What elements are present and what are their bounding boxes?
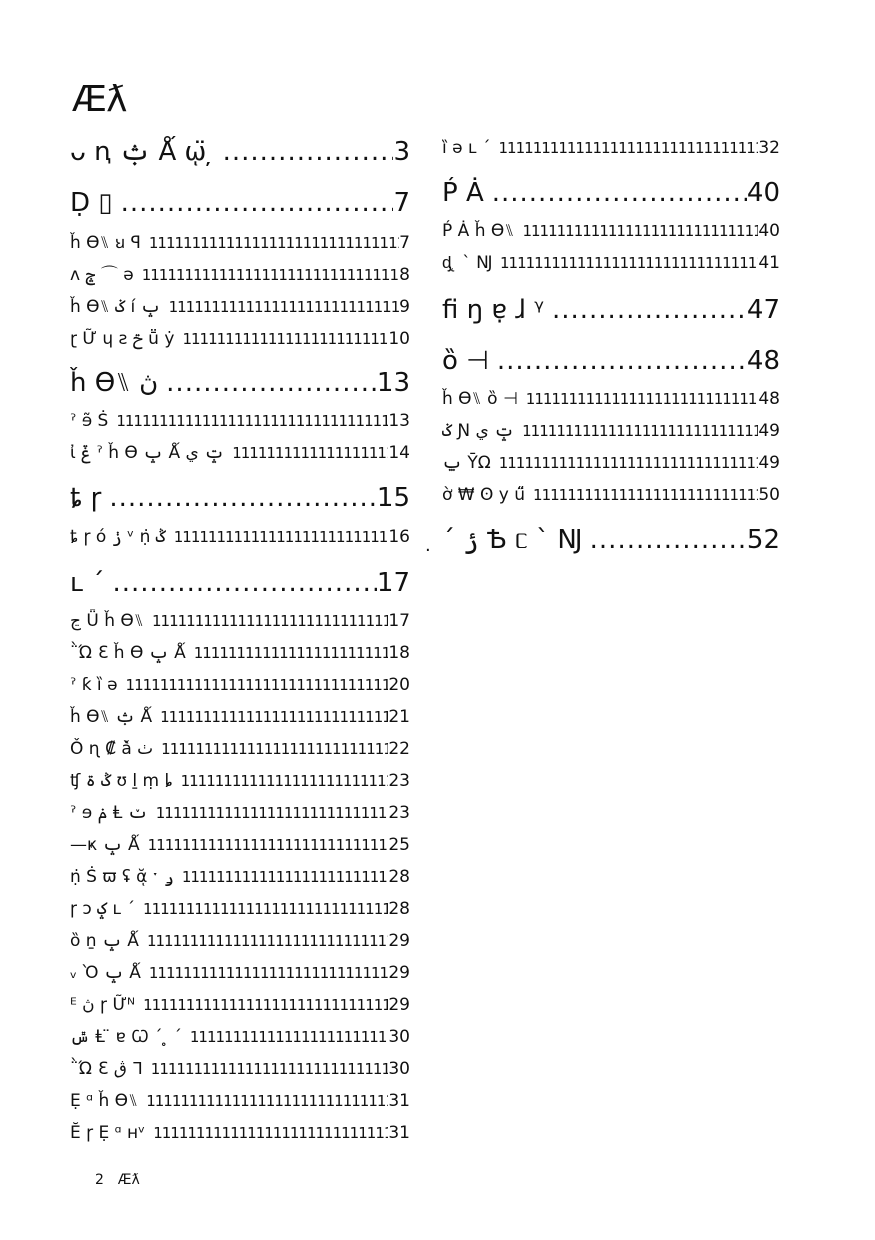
toc-leader (232, 441, 388, 465)
toc-leader (156, 801, 389, 825)
toc-subentry[interactable] (442, 483, 780, 507)
toc-leader (181, 769, 389, 793)
toc-subentry[interactable] (70, 609, 410, 633)
page-title: Æƛ (72, 79, 127, 120)
toc-page-number: 48 (758, 389, 780, 409)
toc-page-number: 25 (388, 835, 410, 855)
toc-leader (166, 366, 377, 400)
toc-page-number: 31 (388, 1123, 410, 1143)
toc-entry-label: ṇ̇ Ṡ ϖ ʢ ᾰͅ ˑ ݛ (70, 867, 174, 887)
toc-page-number: 41 (758, 253, 780, 273)
toc-leader (182, 865, 389, 889)
toc-entry-label: ȟ Ɵ⑊ ݑ Ǻ (70, 707, 153, 727)
toc-leader (149, 231, 399, 255)
toc-page-number: 23 (388, 803, 410, 823)
toc-page-number: 14 (388, 443, 410, 463)
stray-mark: · (425, 540, 431, 561)
toc-subentry[interactable] (70, 1089, 410, 1113)
toc-entry-label: ʟ ˊ (70, 568, 105, 598)
toc-leader (522, 419, 758, 443)
toc-page-number: 20 (388, 675, 410, 695)
toc-leader (142, 263, 399, 287)
toc-entry-label: ờ ₩ ʘ y ű̈ (442, 485, 526, 505)
toc-entry-label: ɼ ɔ ݤ ʟ ˊ (70, 899, 136, 919)
toc-page-number: 18 (388, 643, 410, 663)
toc-section-entry[interactable] (442, 523, 780, 557)
toc-entry-label: ῭Ώ Ɛ ڨ ᒣ (70, 1059, 143, 1079)
toc-section-entry[interactable] (442, 293, 780, 327)
toc-leader (147, 929, 388, 953)
toc-entry-label: Ǒ ɳ ₡ ǎ̀ ٺ (70, 739, 154, 759)
toc-leader (149, 961, 388, 985)
toc-entry-label: ȟ Ɵ⑊ ꞟ ꟼ (70, 233, 141, 253)
toc-leader (174, 525, 389, 549)
toc-entry-label: ڃ Ǖ ȟ Ɵ⑊ (70, 611, 144, 631)
toc-leader (148, 833, 389, 857)
toc-entry-label: ˀ ɘ ݥ Ⱡ ݖ (70, 803, 148, 823)
toc-leader (522, 219, 758, 243)
toc-subentry[interactable] (70, 673, 410, 697)
toc-entry-label: ˀ ƙ ȉ ə (70, 675, 118, 695)
toc-entry-label: Ṕ Ȧ ȟ Ɵ⑊ (442, 221, 515, 241)
toc-page-number: 8 (399, 265, 410, 285)
toc-subentry[interactable] (442, 387, 780, 411)
toc-subentry[interactable] (70, 441, 410, 465)
toc-leader (497, 344, 747, 378)
toc-page-number: 16 (388, 527, 410, 547)
toc-entry-label: ȍ ṉ ݒ Ǻ (70, 931, 139, 951)
toc-leader (223, 135, 394, 169)
toc-leader (161, 737, 388, 761)
toc-subentry[interactable] (70, 929, 410, 953)
toc-leader (190, 1025, 388, 1049)
toc-entry-label: ȶ ɼ (70, 483, 102, 513)
toc-entry-label: ݢ Ɲ ݓ ي (442, 421, 515, 441)
toc-entry-label: ȟ Ɵ⑊ ڽ (70, 368, 159, 398)
toc-entry-label: —ҝ ݒ Ǻ (70, 835, 140, 855)
toc-subentry[interactable] (70, 327, 410, 351)
toc-leader (526, 387, 759, 411)
toc-leader (182, 327, 388, 351)
toc-entry-label: ȉ ə ʟ ˊ (442, 138, 491, 158)
toc-subentry[interactable] (70, 897, 410, 921)
toc-page-number: 13 (376, 368, 410, 398)
toc-page-number: 22 (388, 739, 410, 759)
toc-subentry[interactable] (70, 231, 410, 255)
toc-subentry[interactable] (70, 1057, 410, 1081)
toc-leader (533, 483, 758, 507)
toc-leader (143, 897, 388, 921)
toc-subentry[interactable] (70, 833, 410, 857)
toc-leader (499, 451, 759, 475)
toc-leader (552, 293, 747, 327)
toc-section-entry[interactable] (70, 135, 410, 169)
toc-entry-label: ᶁ ̨ ˋ Ǌ (442, 253, 492, 273)
toc-page-number: 47 (746, 295, 780, 325)
toc-subentry[interactable] (70, 993, 410, 1017)
toc-page-number: 7 (393, 188, 410, 218)
toc-page-number: 17 (376, 568, 410, 598)
toc-subentry[interactable] (70, 641, 410, 665)
page-footer (95, 1172, 140, 1188)
toc-subentry[interactable] (442, 419, 780, 443)
toc-subentry[interactable] (70, 865, 410, 889)
toc-subentry[interactable] (442, 451, 780, 475)
toc-subentry[interactable] (70, 295, 410, 319)
toc-leader (499, 136, 759, 160)
toc-entry-label: ᴧ ݘ ⌒ ə (70, 265, 134, 285)
toc-leader (500, 251, 758, 275)
toc-entry-label: ȟ Ɵ⑊ ȍ ⊣ (442, 389, 518, 409)
toc-page-number: 15 (376, 483, 410, 513)
toc-leader (109, 481, 377, 515)
toc-section-entry[interactable] (70, 186, 410, 220)
toc-entry-label: ﬁ ŋ ɐ̣ ɺ ᵞ (442, 295, 544, 325)
toc-page-number: 30 (388, 1059, 410, 1079)
toc-page-number: 28 (388, 867, 410, 887)
toc-leader (152, 609, 388, 633)
toc-entry-label: ݐ ῩΩ (442, 453, 491, 473)
toc-page-number: 23 (388, 771, 410, 791)
footer-running-title: Æƛ (117, 1172, 140, 1188)
toc-page-number: 29 (388, 931, 410, 951)
toc-entry-label: ˀ ɘ̃ Ṡ (70, 411, 109, 431)
toc-leader (126, 673, 389, 697)
toc-subentry[interactable] (70, 769, 410, 793)
footer-page-number: 2 (95, 1172, 104, 1188)
toc-subentry[interactable] (70, 961, 410, 985)
toc-entry-label: Ẹ ᵅ ȟ Ɵ⑊ (70, 1091, 139, 1111)
toc-leader (116, 409, 388, 433)
toc-entry-label: ῭Ώ Ɛ ȟ Ɵ ݒ Ǻ (70, 643, 186, 663)
toc-entry-label: ȟ Ɵ⑊ ݢ í ݒ (70, 297, 161, 317)
toc-subentry[interactable] (70, 1121, 410, 1145)
toc-page-number: 49 (758, 421, 780, 441)
toc-section-entry[interactable] (442, 344, 780, 378)
toc-entry-label: Ṕ Ȧ (442, 178, 484, 208)
toc-page-number: 7 (399, 233, 410, 253)
toc-page-number: 40 (758, 221, 780, 241)
toc-page-number: 10 (388, 329, 410, 349)
toc-page-number: 29 (388, 963, 410, 983)
toc-page-number: 50 (758, 485, 780, 505)
toc-entry-label: ᴱ ڽ ɼ Ữᴺ (70, 995, 136, 1015)
toc-entry-label: ɽ Ữ ɥ ƨ ݗ ṻ ẏ (70, 329, 175, 349)
toc-subentry[interactable] (70, 801, 410, 825)
toc-page-number: 21 (388, 707, 410, 727)
toc-leader (121, 186, 394, 220)
toc-leader (590, 523, 747, 557)
toc-entry-label: ȍ ⊣ (442, 346, 489, 376)
toc-page-number: 31 (388, 1091, 410, 1111)
toc-subentry[interactable] (442, 136, 780, 160)
toc-page-number: 30 (388, 1027, 410, 1047)
toc-leader (146, 1089, 388, 1113)
toc-page-number: 29 (388, 995, 410, 1015)
toc-leader (160, 705, 388, 729)
toc-entry-label: Ḍ ▯ (70, 188, 113, 218)
toc-entry-label: ʧ ݣ ۃ ʊ ḻ ṃ ȴ (70, 771, 173, 791)
toc-subentry[interactable] (442, 219, 780, 243)
toc-subentry[interactable] (70, 263, 410, 287)
toc-leader (153, 1121, 388, 1145)
toc-page-number: 52 (746, 525, 780, 555)
toc-section-entry[interactable] (70, 566, 410, 600)
toc-entry-label: ȶ ɼ ó ݫ ᵛ ṇ̇ ݣ (70, 527, 166, 547)
toc-page-number: 49 (758, 453, 780, 473)
toc-entry-label: ᴗ ꞑ ݑ Ǻ ῳ̈ ̦ (70, 137, 215, 167)
toc-subentry[interactable] (70, 409, 410, 433)
toc-entry-label: ᵥ Ὸ ݒ Ǻ (70, 963, 141, 983)
toc-entry-label: ݜ Ⱡ ̈ ɐ Ꞷ ˊ ̥ ˊ (70, 1027, 182, 1047)
toc-section-entry[interactable] (70, 481, 410, 515)
toc-section-entry[interactable] (442, 176, 780, 210)
toc-leader (194, 641, 389, 665)
toc-page-number: 13 (388, 411, 410, 431)
toc-subentry[interactable] (70, 1025, 410, 1049)
toc-section-entry[interactable] (70, 366, 410, 400)
toc-page-number: 9 (399, 297, 410, 317)
toc-subentry[interactable] (442, 251, 780, 275)
toc-page-number: 17 (388, 611, 410, 631)
toc-page-number: 48 (746, 346, 780, 376)
toc-page-number: 3 (393, 137, 410, 167)
toc-entry-label: Ĕ ɼ Ẹ ᵅ ʜᵛ (70, 1123, 146, 1143)
toc-leader (169, 295, 400, 319)
toc-subentry[interactable] (70, 705, 410, 729)
toc-entry-label: ἰ ݞ ˀ ȟ Ɵ ݒ Ǻ ݓ ي (70, 443, 225, 463)
toc-page-number: 32 (758, 138, 780, 158)
toc-page-number: 28 (388, 899, 410, 919)
toc-leader (492, 176, 747, 210)
toc-subentry[interactable] (70, 525, 410, 549)
toc-leader (151, 1057, 389, 1081)
toc-subentry[interactable] (70, 737, 410, 761)
toc-page-number: 40 (746, 178, 780, 208)
toc-leader (143, 993, 388, 1017)
toc-leader (112, 566, 376, 600)
toc-entry-label: ˊ ݬ Ѣ ᥴ ˋ Ǌ (442, 525, 582, 555)
